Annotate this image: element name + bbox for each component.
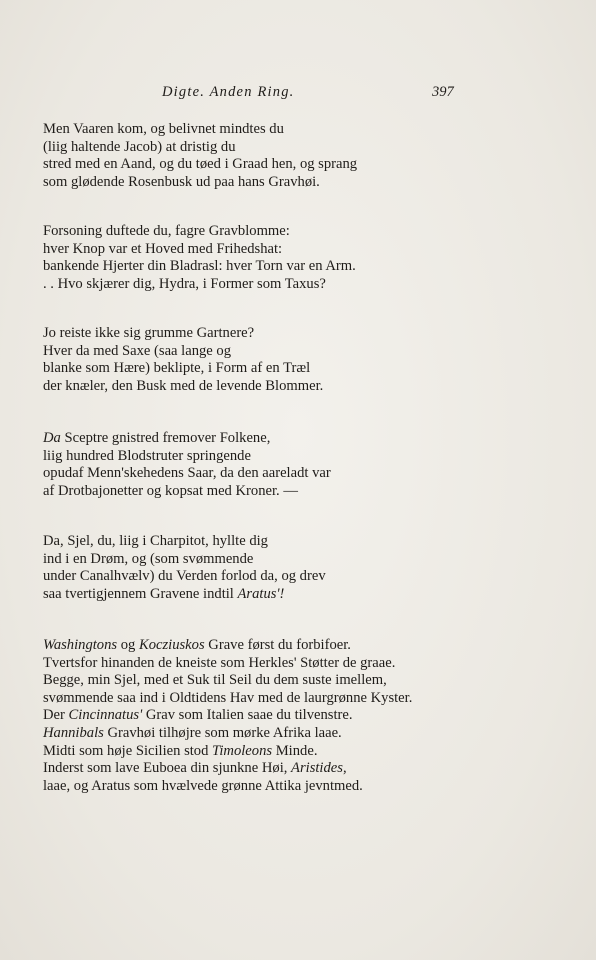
verse-line: Begge, min Sjel, med et Suk til Seil du dem suste imellem,: [43, 672, 387, 689]
verse-line: Forsoning duftede du, fagre Gravblomme:: [43, 223, 290, 239]
stanza-6: [43, 637, 563, 795]
verse-line: som glødende Rosenbusk ud paa hans Gravhøi.: [43, 173, 320, 190]
verse-line: der knæler, den Busk med de levende Blommer.: [43, 377, 324, 394]
verse-line: . . Hvo skjærer dig, Hydra, i Former som Taxus?: [43, 275, 326, 292]
stanza-1: [43, 121, 563, 191]
verse-line: Men Vaaren kom, og belivnet mindtes du: [43, 121, 284, 137]
verse-line: svømmende saa ind i Oldtidens Hav med de laurgrønne Kyster.: [43, 689, 413, 706]
verse-line: af Drotbajonetter og kopsat med Kroner. —: [43, 482, 298, 499]
verse-line: [43, 707, 563, 725]
verse-line: Tvertsfor hinanden de kneiste som Herkles' Støtter de graae.: [43, 654, 396, 671]
verse-text: Der: [43, 707, 69, 724]
italic-name: Aristides: [291, 760, 343, 777]
stanza-4: [43, 430, 563, 500]
verse-line: stred med en Aand, og du tøed i Graad hen, og sprang: [43, 156, 358, 173]
verse-line: hver Knop var et Hoved med Frihedshat:: [43, 240, 283, 257]
verse-line: ind i en Drøm, og (som svømmende: [43, 550, 254, 567]
verse-text: ,: [342, 760, 347, 777]
verse-line: Jo reiste ikke sig grumme Gartnere?: [43, 325, 255, 341]
italic-name: Cincinnatus': [68, 707, 143, 724]
page-number: 397: [432, 84, 454, 100]
italic-name: Timoleons: [212, 742, 273, 759]
italic-name: Aratus'!: [237, 585, 285, 602]
verse-text: Gravhøi tilhøjre som mørke Afrika laae.: [103, 724, 342, 741]
verse-line: liig hundred Blodstruter springende: [43, 447, 251, 464]
running-head: Digte. Anden Ring.: [162, 84, 295, 100]
verse-line: (liig haltende Jacob) at dristig du: [43, 138, 236, 155]
verse-text: Minde.: [272, 742, 318, 759]
italic-name: Washingtons: [43, 637, 118, 653]
italic-name: Kocziuskos: [138, 637, 205, 653]
verse-line: bankende Hjerter din Bladrasl: hver Torn var en Arm.: [43, 258, 356, 275]
verse-line: blanke som Hære) beklipte, i Form af en Træl: [43, 360, 311, 377]
verse-line: [43, 637, 563, 655]
verse-line: [43, 760, 563, 778]
verse-text: Sceptre gnistred fremover Folkene,: [60, 430, 271, 446]
verse-line: under Canalhvælv) du Verden forlod da, og drev: [43, 568, 326, 585]
verse-line: [43, 725, 563, 743]
verse-text: og: [117, 637, 139, 653]
verse-line: laae, og Aratus som hvælvede grønne Attika jevntmed.: [43, 777, 363, 794]
italic-word: Da: [43, 430, 61, 446]
verse-line: Hver da med Saxe (saa lange og: [43, 342, 232, 359]
stanza-3: [43, 325, 563, 395]
stanza-5: [43, 533, 563, 603]
verse-text: Midti som høje Sicilien stod: [43, 742, 213, 759]
verse-text: Grave først du forbifoer.: [204, 637, 351, 653]
verse-line: Da, Sjel, du, liig i Charpitot, hyllte dig: [43, 533, 268, 549]
verse-text: Grav som Italien saae du tilvenstre.: [142, 707, 353, 724]
stanza-2: [43, 223, 563, 293]
verse-text: Inderst som lave Euboea din sjunkne Høi,: [43, 760, 292, 777]
verse-line: [43, 586, 563, 604]
verse-line: opudaf Menn'skehedens Saar, da den aareladt var: [43, 465, 331, 482]
verse-line: [43, 430, 563, 448]
verse-line: [43, 743, 563, 761]
verse-text: saa tvertigjennem Gravene indtil: [43, 585, 238, 602]
italic-name: Hannibals: [43, 724, 104, 741]
